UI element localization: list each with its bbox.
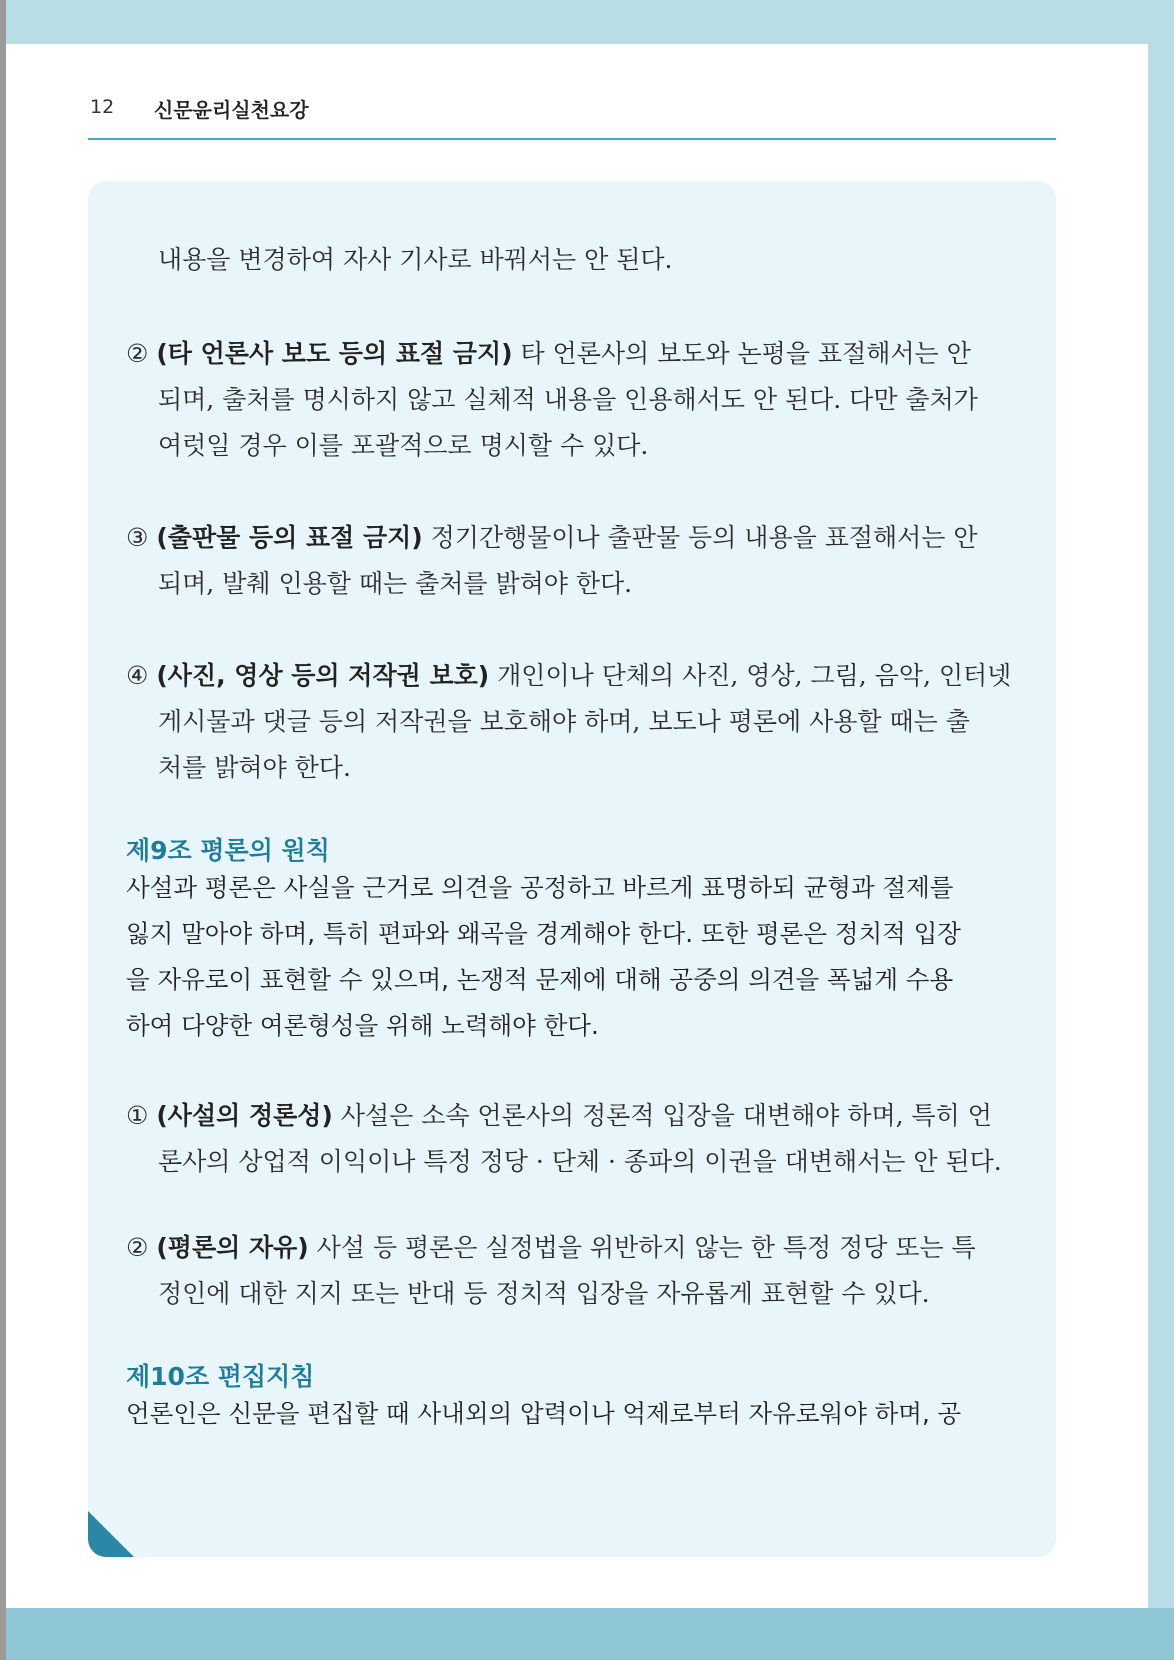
top-frame-band	[0, 0, 1174, 44]
item-label: (사설의 정론성)	[156, 1101, 333, 1130]
article-9-body-line: 하여 다양한 여론형성을 위해 노력해야 한다.	[126, 1011, 599, 1040]
continuation-line: 내용을 변경하여 자사 기사로 바꿔서는 안 된다.	[158, 245, 673, 274]
right-frame-band	[1148, 0, 1174, 1660]
article-9-title: 제9조 평론의 원칙	[126, 836, 330, 865]
item-marker: ②	[126, 339, 149, 368]
item-marker: ③	[126, 523, 149, 552]
list-item-line: 여럿일 경우 이를 포괄적으로 명시할 수 있다.	[158, 431, 649, 460]
list-item-first-line	[126, 523, 978, 553]
left-edge-shadow	[0, 0, 6, 1660]
list-item-first-line	[126, 1101, 992, 1131]
article-10-title: 제10조 편집지침	[126, 1362, 315, 1391]
item-marker: ④	[126, 661, 149, 690]
item-text: 사설은 소속 언론사의 정론적 입장을 대변해야 하며, 특히 언	[332, 1101, 992, 1130]
article-9-body-line: 을 자유로이 표현할 수 있으며, 논쟁적 문제에 대해 공중의 의견을 폭넓게 수용	[126, 965, 954, 994]
item-label: (출판물 등의 표절 금지)	[156, 523, 423, 552]
list-item-line: 정인에 대한 지지 또는 반대 등 정치적 입장을 자유롭게 표현할 수 있다.	[158, 1279, 930, 1308]
item-text: 타 언론사의 보도와 논평을 표절해서는 안	[512, 339, 971, 368]
item-text: 사설 등 평론은 실정법을 위반하지 않는 한 특정 정당 또는 특	[308, 1233, 976, 1262]
item-label: (평론의 자유)	[156, 1233, 309, 1262]
list-item-line: 게시물과 댓글 등의 저작권을 보호해야 하며, 보도나 평론에 사용할 때는 출	[158, 707, 970, 736]
bottom-frame-band	[0, 1608, 1174, 1660]
list-item-line: 되며, 발췌 인용할 때는 출처를 밝혀야 한다.	[158, 569, 633, 598]
item-label: (타 언론사 보도 등의 표절 금지)	[156, 339, 513, 368]
list-item-line: 처를 밝혀야 한다.	[158, 753, 351, 782]
page-header	[88, 90, 1056, 140]
running-title: 신문윤리실천요강	[154, 98, 309, 122]
list-item-first-line	[126, 661, 1011, 691]
item-text: 정기간행물이나 출판물 등의 내용을 표절해서는 안	[422, 523, 978, 552]
panel-corner-triangle	[88, 1511, 134, 1557]
article-9-body-line: 잃지 말아야 하며, 특히 편파와 왜곡을 경계해야 한다. 또한 평론은 정치적 입장	[126, 919, 961, 948]
item-marker: ①	[126, 1101, 149, 1130]
list-item-first-line	[126, 339, 971, 369]
content-panel	[88, 181, 1056, 1557]
list-item-first-line	[126, 1233, 976, 1263]
article-10-body-line: 언론인은 신문을 편집할 때 사내외의 압력이나 억제로부터 자유로워야 하며, 공	[126, 1399, 962, 1428]
list-item-line: 론사의 상업적 이익이나 특정 정당 · 단체 · 종파의 이권을 대변해서는 안 된다.	[158, 1147, 1002, 1176]
article-9-body-line: 사설과 평론은 사실을 근거로 의견을 공정하고 바르게 표명하되 균형과 절제를	[126, 873, 954, 902]
item-text: 개인이나 단체의 사진, 영상, 그림, 음악, 인터넷	[489, 661, 1012, 690]
page-number: 12	[90, 96, 115, 118]
item-marker: ②	[126, 1233, 149, 1262]
list-item-line: 되며, 출처를 명시하지 않고 실체적 내용을 인용해서도 안 된다. 다만 출처가	[158, 385, 978, 414]
item-label: (사진, 영상 등의 저작권 보호)	[156, 661, 490, 690]
